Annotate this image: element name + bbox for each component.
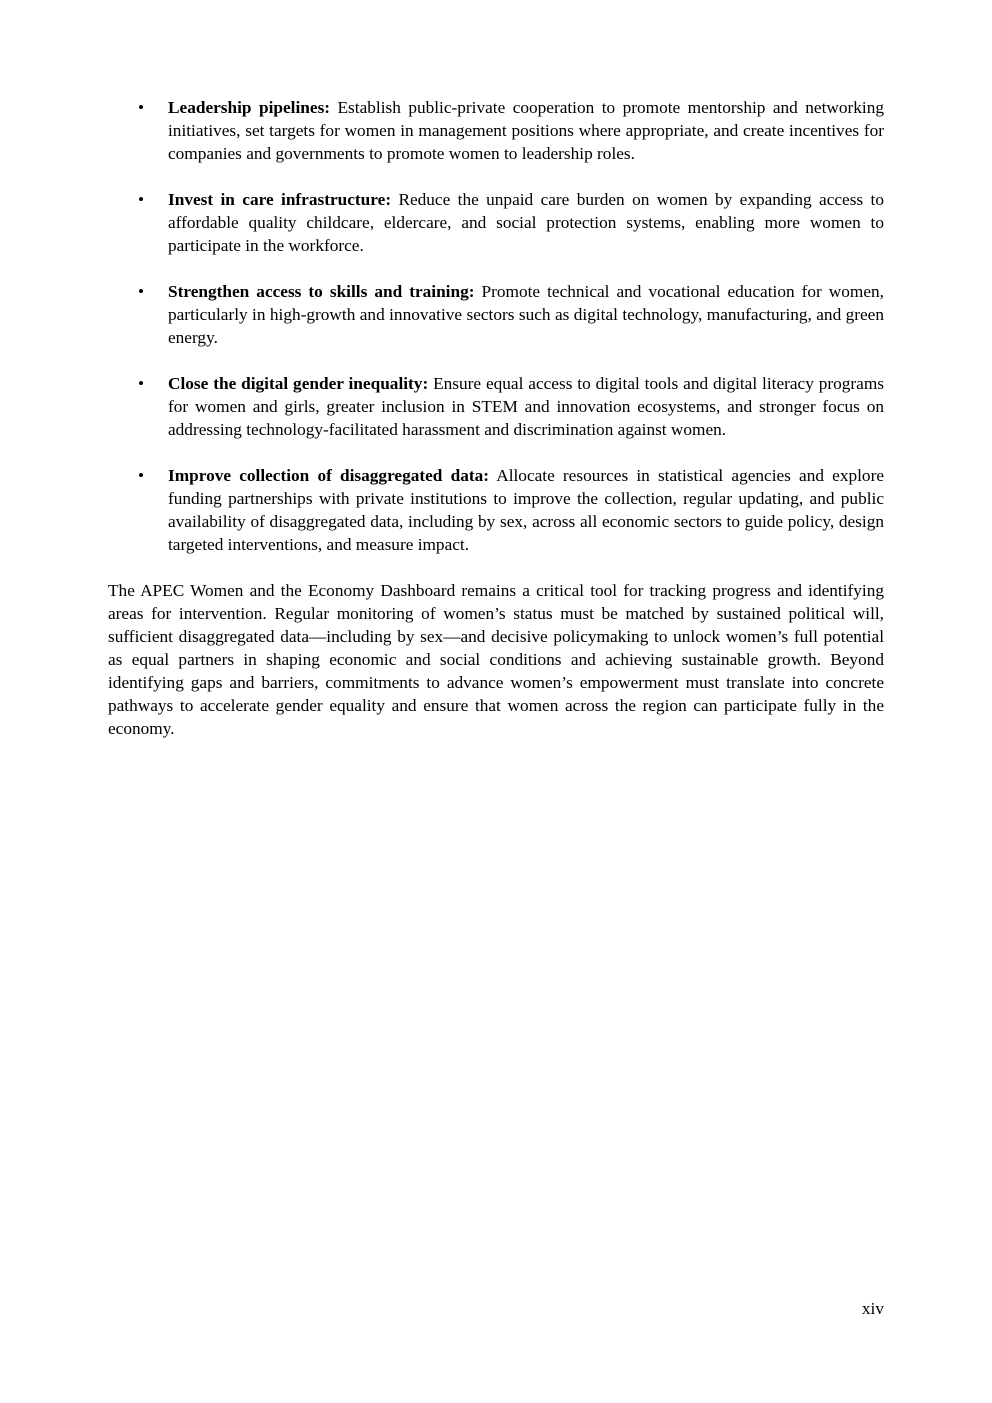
bullet-term: Leadership pipelines: [168,98,331,117]
bullet-icon: • [138,282,145,301]
bullet-text: Allocate resources in statistical agencies and explore funding partnerships with private institutions to improve the collection, regular updating, and public availability of disaggregated data, including by sex, across all economic sectors to guide policy, design targeted interventions, and measure impact. [168,466,885,554]
bullet-icon: • [138,98,145,117]
bullet-text: Ensure equal access to digital tools and digital literacy programs for women and girls, greater inclusion in STEM and innovation ecosystems, and stronger focus on addressing technology-facilitated harassment and discrimination against women. [168,374,885,439]
bullet-term: Strengthen access to skills and training: [168,282,475,301]
bullet-icon: • [138,190,145,209]
list-item [108,464,884,556]
list-item [108,372,884,441]
bullet-text: Reduce the unpaid care burden on women by expanding access to affordable quality childcare, eldercare, and social protection systems, enabling more women to participate in the workforce. [168,190,884,255]
recommendations-list [108,96,884,556]
document-page [108,96,884,740]
bullet-text: Promote technical and vocational education for women, particularly in high-growth and innovative sectors such as digital technology, manufacturing, and green energy. [168,282,884,347]
list-item [108,280,884,349]
bullet-icon: • [138,466,145,485]
bullet-term: Close the digital gender inequality: [168,374,429,393]
list-item [108,96,884,165]
page-number: xiv [861,1299,884,1318]
bullet-icon: • [138,374,145,393]
list-item [108,188,884,257]
bullet-term: Improve collection of disaggregated data: [168,466,489,485]
bullet-term: Invest in care infrastructure: [168,190,392,209]
bullet-text: Establish public-private cooperation to promote mentorship and networking initiatives, set targets for women in management positions where appropriate, and create incentives for companies and governments to promote women to leadership roles. [168,98,884,163]
closing-paragraph: The APEC Women and the Economy Dashboard remains a critical tool for tracking progress and identifying areas for intervention. Regular monitoring of women’s status must be matched by sustained political will, sufficient disaggregated data—including by sex—and decisive policymaking to unlock women’s full potential as equal partners in shaping economic and social conditions and achieving sustainable growth. Beyond identifying gaps and barriers, commitments to advance women’s empowerment must translate into concrete pathways to accelerate gender equality and ensure that women across the region can participate fully in the economy. [108,581,884,738]
